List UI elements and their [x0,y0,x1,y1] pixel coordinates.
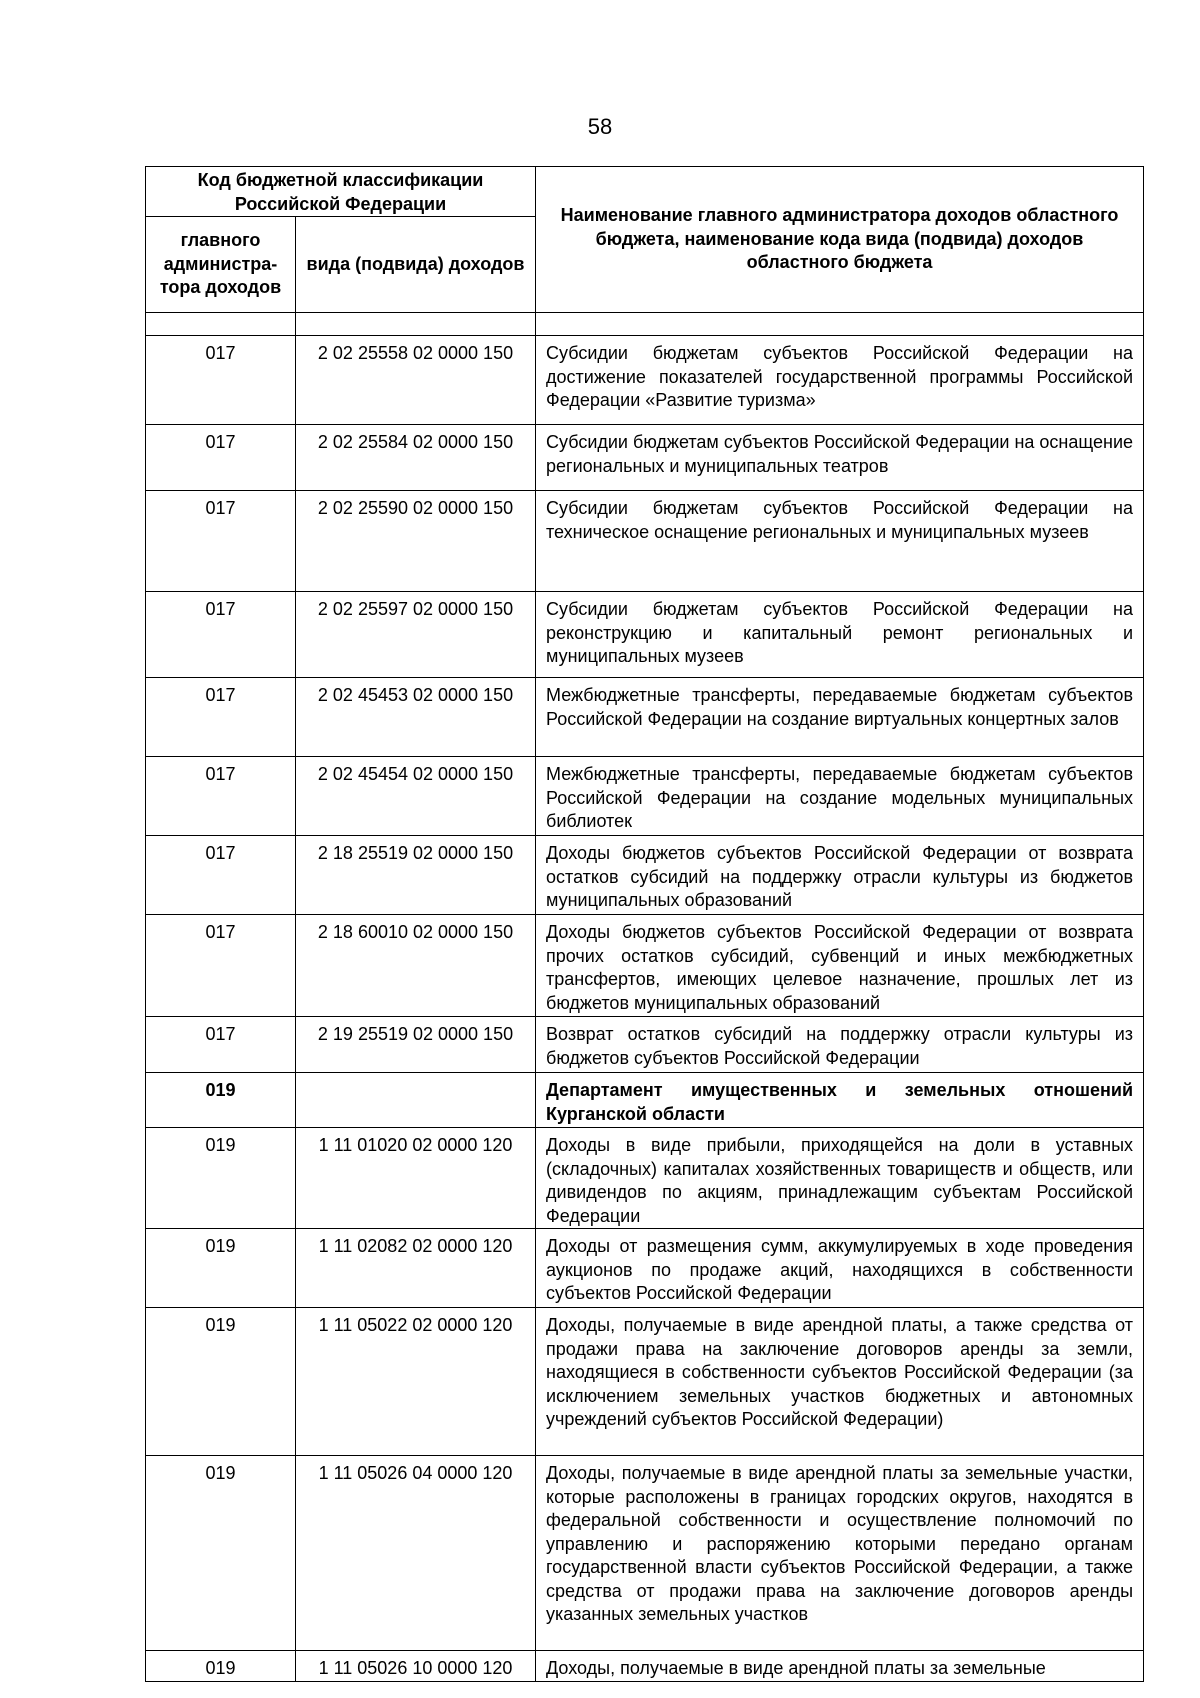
table-row [146,336,1144,425]
header-classification-group: Код бюджетной классификации Российской Федерации [146,167,536,217]
table-row [146,1229,1144,1308]
income-code-cell: 2 02 45454 02 0000 150 [296,757,536,836]
admin-code-cell: 019 [146,1229,296,1308]
admin-code-cell: 017 [146,757,296,836]
description-cell: Доходы от размещения сумм, аккумулируемых в ходе проведения аукционов по продаже акций, находящихся в собственности субъектов Российской Федерации [536,1229,1144,1308]
income-code-cell: 2 18 25519 02 0000 150 [296,836,536,915]
income-code-cell: 1 11 05022 02 0000 120 [296,1308,536,1456]
admin-code-cell: 017 [146,491,296,592]
admin-code-cell: 017 [146,915,296,1017]
admin-code-cell: 019 [146,1456,296,1651]
income-code-cell: 2 02 25597 02 0000 150 [296,592,536,678]
admin-code-cell: 017 [146,1017,296,1073]
table-row [146,1073,1144,1128]
admin-code-cell: 017 [146,836,296,915]
page-number: 58 [587,114,613,139]
description-cell: Межбюджетные трансферты, передаваемые бюджетам субъектов Российской Федерации на создание виртуальных концертных залов [536,678,1144,757]
header-code-column: вида (подвида) доходов [296,217,536,313]
description-cell: Возврат остатков субсидий на поддержку отрасли культуры из бюджетов субъектов Российской Федерации [536,1017,1144,1073]
budget-classification-table [145,166,1144,1682]
table-row [146,425,1144,491]
description-cell: Доходы бюджетов субъектов Российской Федерации от возврата прочих остатков субсидий, субвенций и иных межбюджетных трансфертов, имеющих целевое назначение, прошлых лет из бюджетов муниципальных образований [536,915,1144,1017]
income-code-cell: 2 02 25584 02 0000 150 [296,425,536,491]
table-row [146,757,1144,836]
income-code-cell: 1 11 02082 02 0000 120 [296,1229,536,1308]
income-code-cell: 2 02 25558 02 0000 150 [296,336,536,425]
table-row [146,836,1144,915]
table-row [146,678,1144,757]
header-admin-column: главного администра-тора доходов [146,217,296,313]
description-cell: Доходы, получаемые в виде арендной платы, а также средства от продажи права на заключение договоров аренды за земли, находящиеся в собственности субъектов Российской Федерации (за исключением земельных участков бюджетных и автономных учреждений субъектов Российской Федерации) [536,1308,1144,1456]
admin-code-cell: 019 [146,1073,296,1128]
admin-code-cell: 019 [146,1651,296,1682]
description-cell: Доходы, получаемые в виде арендной платы за земельные [536,1651,1144,1682]
description-cell: Субсидии бюджетам субъектов Российской Федерации на техническое оснащение региональных и муниципальных музеев [536,491,1144,592]
admin-code-cell: 017 [146,592,296,678]
income-code-cell: 1 11 01020 02 0000 120 [296,1128,536,1229]
table-row [146,915,1144,1017]
header-name-column: Наименование главного администратора доходов областного бюджета, наименование кода вида (подвида) доходов областного бюджета [536,167,1144,313]
description-cell: Межбюджетные трансферты, передаваемые бюджетам субъектов Российской Федерации на создание модельных муниципальных библиотек [536,757,1144,836]
income-code-cell: 1 11 05026 10 0000 120 [296,1651,536,1682]
description-cell: Субсидии бюджетам субъектов Российской Федерации на оснащение региональных и муниципальных театров [536,425,1144,491]
income-code-cell: 2 18 60010 02 0000 150 [296,915,536,1017]
table-row [146,1651,1144,1682]
table-row [146,1017,1144,1073]
description-cell: Доходы в виде прибыли, приходящейся на доли в уставных (складочных) капиталах хозяйственных товариществ и обществ, или дивидендов по акциям, принадлежащим субъектам Российской Федерации [536,1128,1144,1229]
table-row [146,491,1144,592]
admin-code-cell: 017 [146,425,296,491]
admin-code-cell: 019 [146,1128,296,1229]
table-row [146,1308,1144,1456]
description-cell: Субсидии бюджетам субъектов Российской Федерации на достижение показателей государственной программы Российской Федерации «Развитие туризма» [536,336,1144,425]
header-spacer-row [146,313,1144,336]
table-row [146,1128,1144,1229]
admin-code-cell: 019 [146,1308,296,1456]
income-code-cell: 2 02 25590 02 0000 150 [296,491,536,592]
description-cell: Департамент имущественных и земельных отношений Курганской области [536,1073,1144,1128]
description-cell: Субсидии бюджетам субъектов Российской Федерации на реконструкцию и капитальный ремонт региональных и муниципальных музеев [536,592,1144,678]
table-row [146,1456,1144,1651]
description-cell: Доходы бюджетов субъектов Российской Федерации от возврата остатков субсидий на поддержку отрасли культуры из бюджетов муниципальных образований [536,836,1144,915]
table-row [146,592,1144,678]
description-cell: Доходы, получаемые в виде арендной платы за земельные участки, которые расположены в границах городских округов, находятся в федеральной собственности и осуществление полномочий по управлению и распоряжению которыми передано органам государственной власти субъектов Российской Федерации, а также средства от продажи права на заключение договоров аренды указанных земельных участков [536,1456,1144,1651]
income-code-cell [296,1073,536,1128]
income-code-cell: 1 11 05026 04 0000 120 [296,1456,536,1651]
income-code-cell: 2 02 45453 02 0000 150 [296,678,536,757]
income-code-cell: 2 19 25519 02 0000 150 [296,1017,536,1073]
admin-code-cell: 017 [146,678,296,757]
admin-code-cell: 017 [146,336,296,425]
